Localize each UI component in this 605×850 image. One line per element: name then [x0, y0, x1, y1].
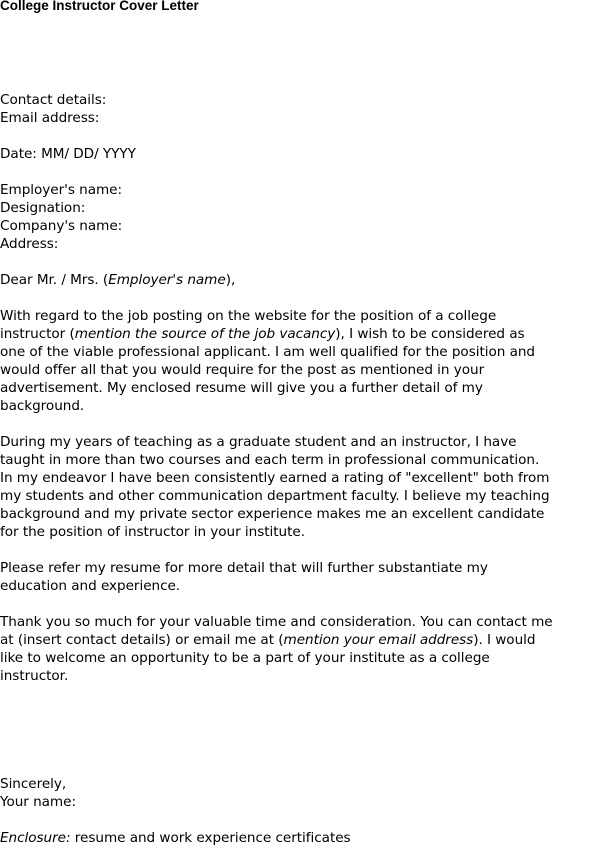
closing-block [0, 775, 605, 811]
contact-details-line: Contact details: [0, 92, 107, 108]
salutation-placeholder: Employer's name [108, 272, 226, 288]
spacer [0, 253, 605, 271]
placeholder-job-source: mention the source of the job vacancy [74, 326, 336, 342]
paragraph-line: taught in more than two courses and each term in professional communication. [0, 452, 540, 468]
paragraph-line: In my endeavor I have been consistently earned a rating of "excellent" both from [0, 470, 550, 486]
paragraph-line: would offer all that you would require for the post as mentioned in your [0, 362, 485, 378]
designation-line: Designation: [0, 200, 86, 216]
employer-name-line: Employer's name: [0, 182, 123, 198]
spacer [0, 289, 605, 307]
spacer [0, 127, 605, 145]
paragraph-line: With regard to the job posting on the website for the position of a college [0, 308, 497, 324]
enclosure-label: Enclosure: [0, 830, 71, 846]
text-run: at (insert contact details) or email me at ( [0, 632, 284, 648]
paragraph-line: for the position of instructor in your institute. [0, 524, 305, 540]
text-run: ). I would [473, 632, 536, 648]
paragraph-line: During my years of teaching as a graduate student and an instructor, I have [0, 434, 517, 450]
spacer [0, 541, 605, 559]
letter-body [0, 91, 605, 847]
paragraph-line: like to welcome an opportunity to be a part of your institute as a college [0, 650, 490, 666]
employer-block [0, 181, 605, 253]
paragraph-line: education and experience. [0, 578, 181, 594]
paragraph-line [0, 631, 605, 649]
paragraph-line: background. [0, 398, 85, 414]
spacer [0, 595, 605, 613]
sincerely-line: Sincerely, [0, 776, 67, 792]
paragraph-line: my students and other communication department faculty. I believe my teaching [0, 488, 550, 504]
paragraph-line: Please refer my resume for more detail that will further substantiate my [0, 560, 488, 576]
text-run: ), I wish to be considered as [335, 326, 525, 342]
salutation-suffix: ), [225, 272, 236, 288]
date-line: Date: MM/ DD/ YYYY [0, 146, 136, 162]
email-address-line: Email address: [0, 110, 100, 126]
text-run: instructor ( [0, 326, 75, 342]
paragraph-line: Thank you so much for your valuable time and consideration. You can contact me [0, 614, 553, 630]
spacer [0, 685, 605, 775]
contact-block [0, 91, 605, 127]
spacer [0, 163, 605, 181]
paragraph-line: instructor. [0, 668, 69, 684]
spacer [0, 811, 605, 829]
paragraph-experience [0, 433, 605, 541]
enclosure-text: resume and work experience certificates [70, 830, 351, 846]
paragraph-resume [0, 559, 605, 595]
paragraph-line: advertisement. My enclosed resume will give you a further detail of my [0, 380, 483, 396]
salutation-prefix: Dear Mr. / Mrs. ( [0, 272, 109, 288]
placeholder-email: mention your email address [283, 632, 474, 648]
company-name-line: Company's name: [0, 218, 123, 234]
address-line: Address: [0, 236, 59, 252]
paragraph-thanks [0, 613, 605, 685]
spacer [0, 415, 605, 433]
enclosure-line [0, 829, 605, 847]
paragraph-intro [0, 307, 605, 415]
page-title: College Instructor Cover Letter [0, 0, 199, 13]
paragraph-line: one of the viable professional applicant. I am well qualified for the position and [0, 344, 535, 360]
paragraph-line: background and my private sector experience makes me an excellent candidate [0, 506, 545, 522]
salutation-line [0, 271, 605, 289]
your-name-line: Your name: [0, 794, 76, 810]
paragraph-line [0, 325, 605, 343]
